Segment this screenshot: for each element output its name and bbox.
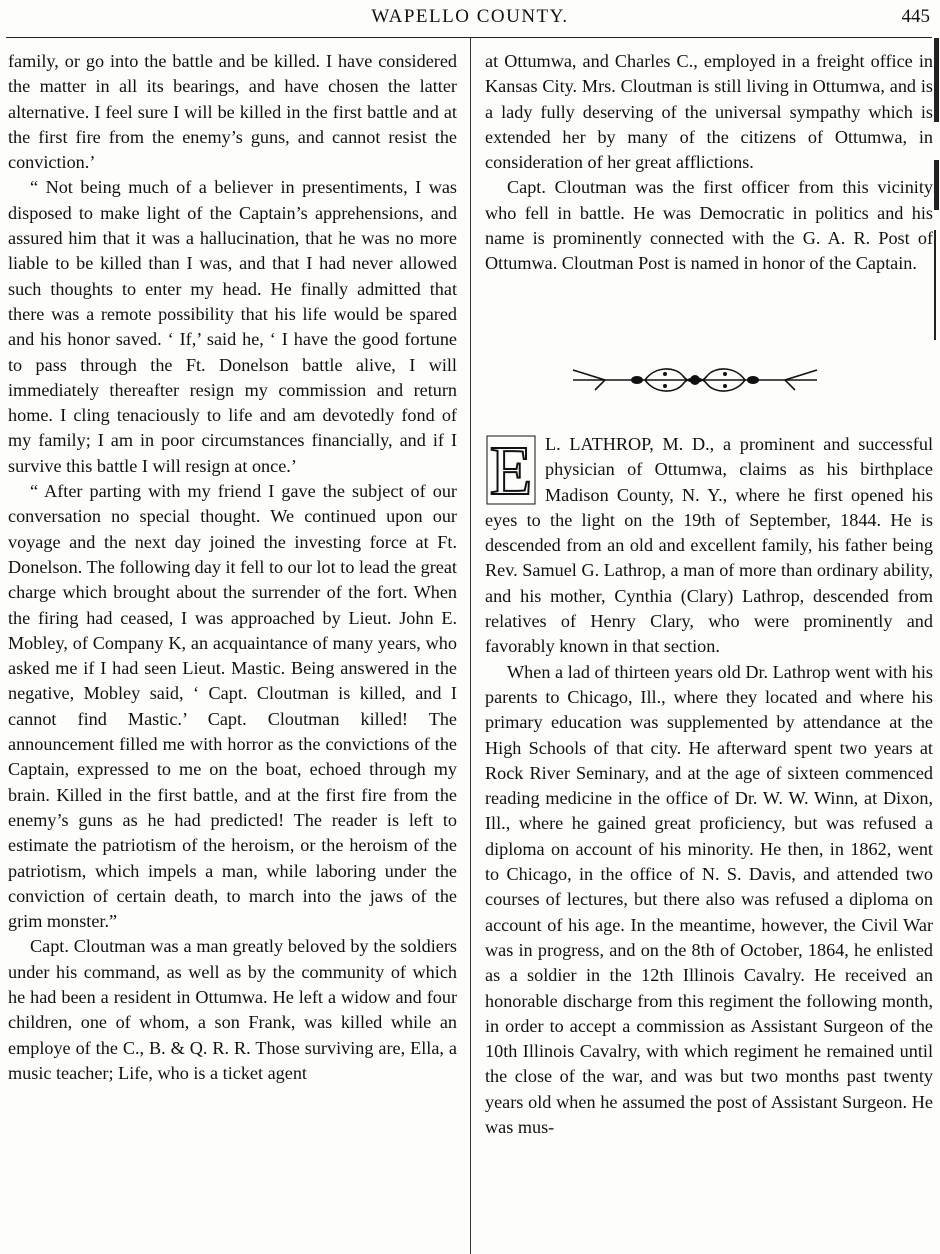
paragraph: Capt. Cloutman was the first officer from this vicinity who fell in battle. He was Democratic in politics and his name is prominently connected with the G. A. R. Post of Ottumwa. Cloutman Post is named in honor of the Captain. xyxy=(485,177,933,274)
decorative-scroll-divider-icon xyxy=(565,362,825,398)
paragraph: When a lad of thirteen years old Dr. Lathrop went with his parents to Chicago, Ill., where they located and where his primary education was supplemented by attendance at the High Schools of that city. He afterward spent two years at Rock River Seminary, and at the age of sixteen commenced reading medicine in the office of Dr. W. W. Winn, at Dixon, Ill., where he gained great proficiency, but was refused a diploma on account of his minority. He then, in 1862, went to Chicago, in the office of N. S. Davis, and attended two courses of lectures, but there also was refused a diploma on account of his age. In the meantime, however, the Civil War was in progress, and on the 8th of October, 1864, he enlisted as a soldier in the 12th Illinois Cavalry. He received an honorable discharge from this regiment the following month, in order to accept a commission as Assistant Surgeon of the 10th Illinois Cavalry, with which regiment he remained until the close of the war, and was but two months past twenty years old when he assumed the post of Assistant Surgeon. He was mus- xyxy=(485,661,933,1138)
running-title: WAPELLO COUNTY. xyxy=(371,6,569,27)
page-number: 445 xyxy=(901,6,930,27)
page-edge-mark xyxy=(934,38,939,122)
biography-section xyxy=(485,432,933,1140)
header-rule xyxy=(6,37,932,38)
paragraph: Capt. Cloutman was a man greatly beloved by the soldiers under his command, as well as by the community of which he had been a resident in Ottumwa. He left a widow and four children, one of whom, a son Frank, was killed while an employe of the C., B. & Q. R. R. Those surviving are, Ella, a music teacher; Life, who is a ticket agent xyxy=(8,936,457,1083)
drop-cap-e xyxy=(485,434,537,506)
paragraph: “ After parting with my friend I gave the subject of our conversation no special thought. We continued upon our voyage and the next day joined the investing force at Ft. Donelson. The following day it fell to our lot to lead the great charge which brought about the surrender of the fort. When the firing had ceased, I was approached by Lieut. John E. Mobley, of Company K, an acquaintance of many years, who asked me if I had seen Lieut. Mastic. Being answered in the negative, Mobley said, ‘ Capt. Cloutman is killed, and I cannot find Mastic.’ Capt. Cloutman killed! The announcement filled me with horror as the convictions of the Captain, expressed to me on the boat, echoed through my brain. Killed in the first battle, and at the first fire from the enemy’s guns as he had predicted! The reader is left to estimate the patriotism of the heroism, or the heroism of the patriotism, which impels a man, while laboring under the conviction of certain death, to march into the jaws of the grim monster.” xyxy=(8,481,457,932)
page-header xyxy=(0,0,940,38)
paragraph: L. LATHROP, M. D., a prominent and successful physician of Ottumwa, claims as his birthplace Madison County, N. Y., where he first opened his eyes to the light on the 19th of September, 1844. He is descended from an old and excellent family, his father being Rev. Samuel G. Lathrop, a man of more than ordinary ability, and his mother, Cynthia (Clary) Lathrop, descended from relatives of Henry Clary, who were prominently and favorably known in that section. xyxy=(485,434,933,657)
page-edge-mark xyxy=(934,160,939,210)
svg-text:E: E xyxy=(489,434,533,506)
column-divider xyxy=(470,38,471,1254)
right-column-top xyxy=(485,49,933,277)
page-edge-mark xyxy=(934,230,936,340)
left-column xyxy=(8,49,457,1086)
paragraph: family, or go into the battle and be killed. I have considered the matter in all its bearings, and have chosen the latter alternative. I feel sure I will be killed in the first battle and at the first fire from the enemy’s guns, and cannot resist the conviction.’ xyxy=(8,51,457,173)
paragraph: at Ottumwa, and Charles C., employed in a freight office in Kansas City. Mrs. Cloutman is still living in Ottumwa, and is a lady fully deserving of the universal sympathy which is extended her by many of the citizens of Ottumwa, in consideration of her great afflictions. xyxy=(485,51,933,173)
paragraph: “ Not being much of a believer in presentiments, I was disposed to make light of the Captain’s apprehensions, and assured him that it was a hallucination, that he was no more liable to be killed than I was, and that I had never allowed such thoughts to enter my head. He finally admitted that there was a remote possibility that his life would be spared and his honor saved. ‘ If,’ said he, ‘ I have the good fortune to pass through the Ft. Donelson battle alive, I will immediately thereafter resign my commission and return home. I cling tenaciously to life and am devotedly fond of my family; I am in poor circumstances financially, and if I survive this battle I will resign at once.’ xyxy=(8,177,457,476)
